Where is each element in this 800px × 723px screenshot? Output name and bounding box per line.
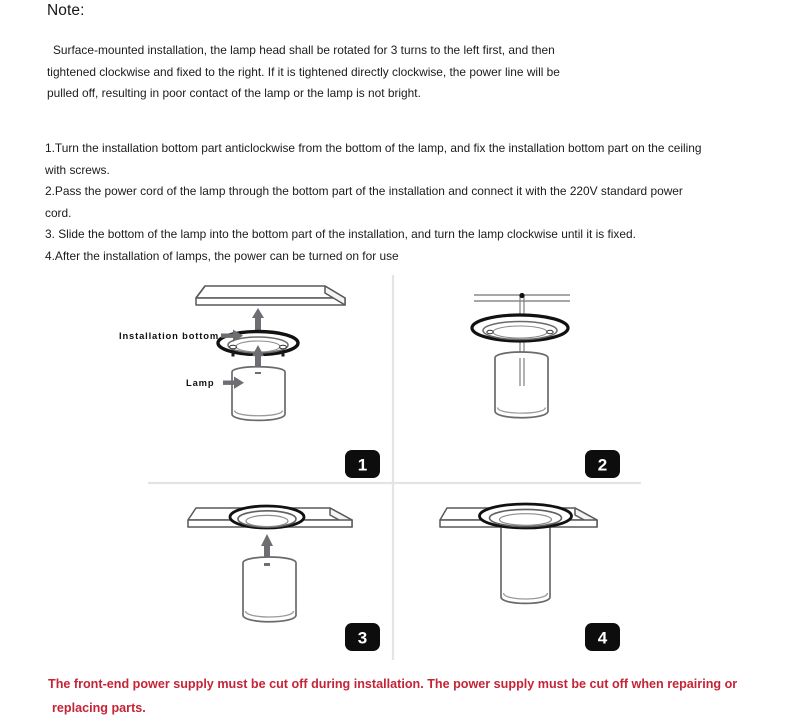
panel-1-illustration	[119, 286, 380, 478]
installation-bottom-label: Installation bottom	[119, 330, 219, 341]
lamp-arrow-icon	[223, 377, 244, 389]
intro-line-1: Surface-mounted installation, the lamp head shall be rotated for 3 turns to the left first, and then	[53, 43, 555, 57]
panel-4-badge	[585, 623, 620, 651]
lamp-body-icon	[243, 557, 296, 622]
step-item-2: 2.Pass the power cord of the lamp through the bottom part of the installation and connect it with the 220V standard power cord.	[45, 184, 683, 220]
intro-line-2: tightened clockwise and fixed to the right. If it is tightened directly clockwise, the power line will be	[47, 64, 560, 79]
installation-diagram	[0, 262, 800, 662]
lamp-body-installed-icon	[480, 504, 572, 603]
intro-paragraph	[47, 40, 687, 105]
panel-3-badge-number: 3	[357, 628, 368, 648]
lamp-label-group	[186, 377, 244, 389]
panel-3-badge	[345, 623, 380, 651]
lamp-label: Lamp	[186, 377, 215, 388]
warning-line-1: The front-end power supply must be cut off during installation. The power supply must be cut off when repairing or	[48, 677, 738, 691]
page-title: Note:	[47, 2, 85, 19]
lamp-body-icon	[495, 352, 548, 418]
panel-1-badge-number: 1	[357, 455, 368, 475]
step-item-3: 3. Slide the bottom of the lamp into the bottom part of the installation, and turn the lamp clockwise until it is fixed.	[45, 227, 636, 241]
panel-1-badge	[345, 450, 380, 478]
lamp-body-icon	[232, 367, 285, 421]
panel-2-badge	[585, 450, 620, 478]
panel-2-illustration	[472, 293, 620, 478]
warning-line-2: replacing parts.	[52, 701, 146, 715]
installation-steps-list	[45, 138, 705, 267]
intro-line-3: pulled off, resulting in poor contact of the lamp or the lamp is not bright.	[47, 86, 421, 100]
panel-4-illustration	[440, 504, 620, 651]
panel-4-badge-number: 4	[597, 628, 608, 648]
panel-3-illustration	[188, 506, 380, 651]
step-item-4: 4.After the installation of lamps, the power can be turned on for use	[45, 248, 399, 263]
ceiling-plate-icon	[196, 286, 345, 305]
installation-bottom-icon	[472, 315, 568, 341]
step-item-1: 1.Turn the installation bottom part anticlockwise from the bottom of the lamp, and fix the installation bottom part on the ceiling with screws.	[45, 141, 702, 177]
safety-warning	[48, 672, 748, 720]
installation-bottom-icon	[230, 506, 304, 528]
panel-2-badge-number: 2	[597, 455, 608, 475]
